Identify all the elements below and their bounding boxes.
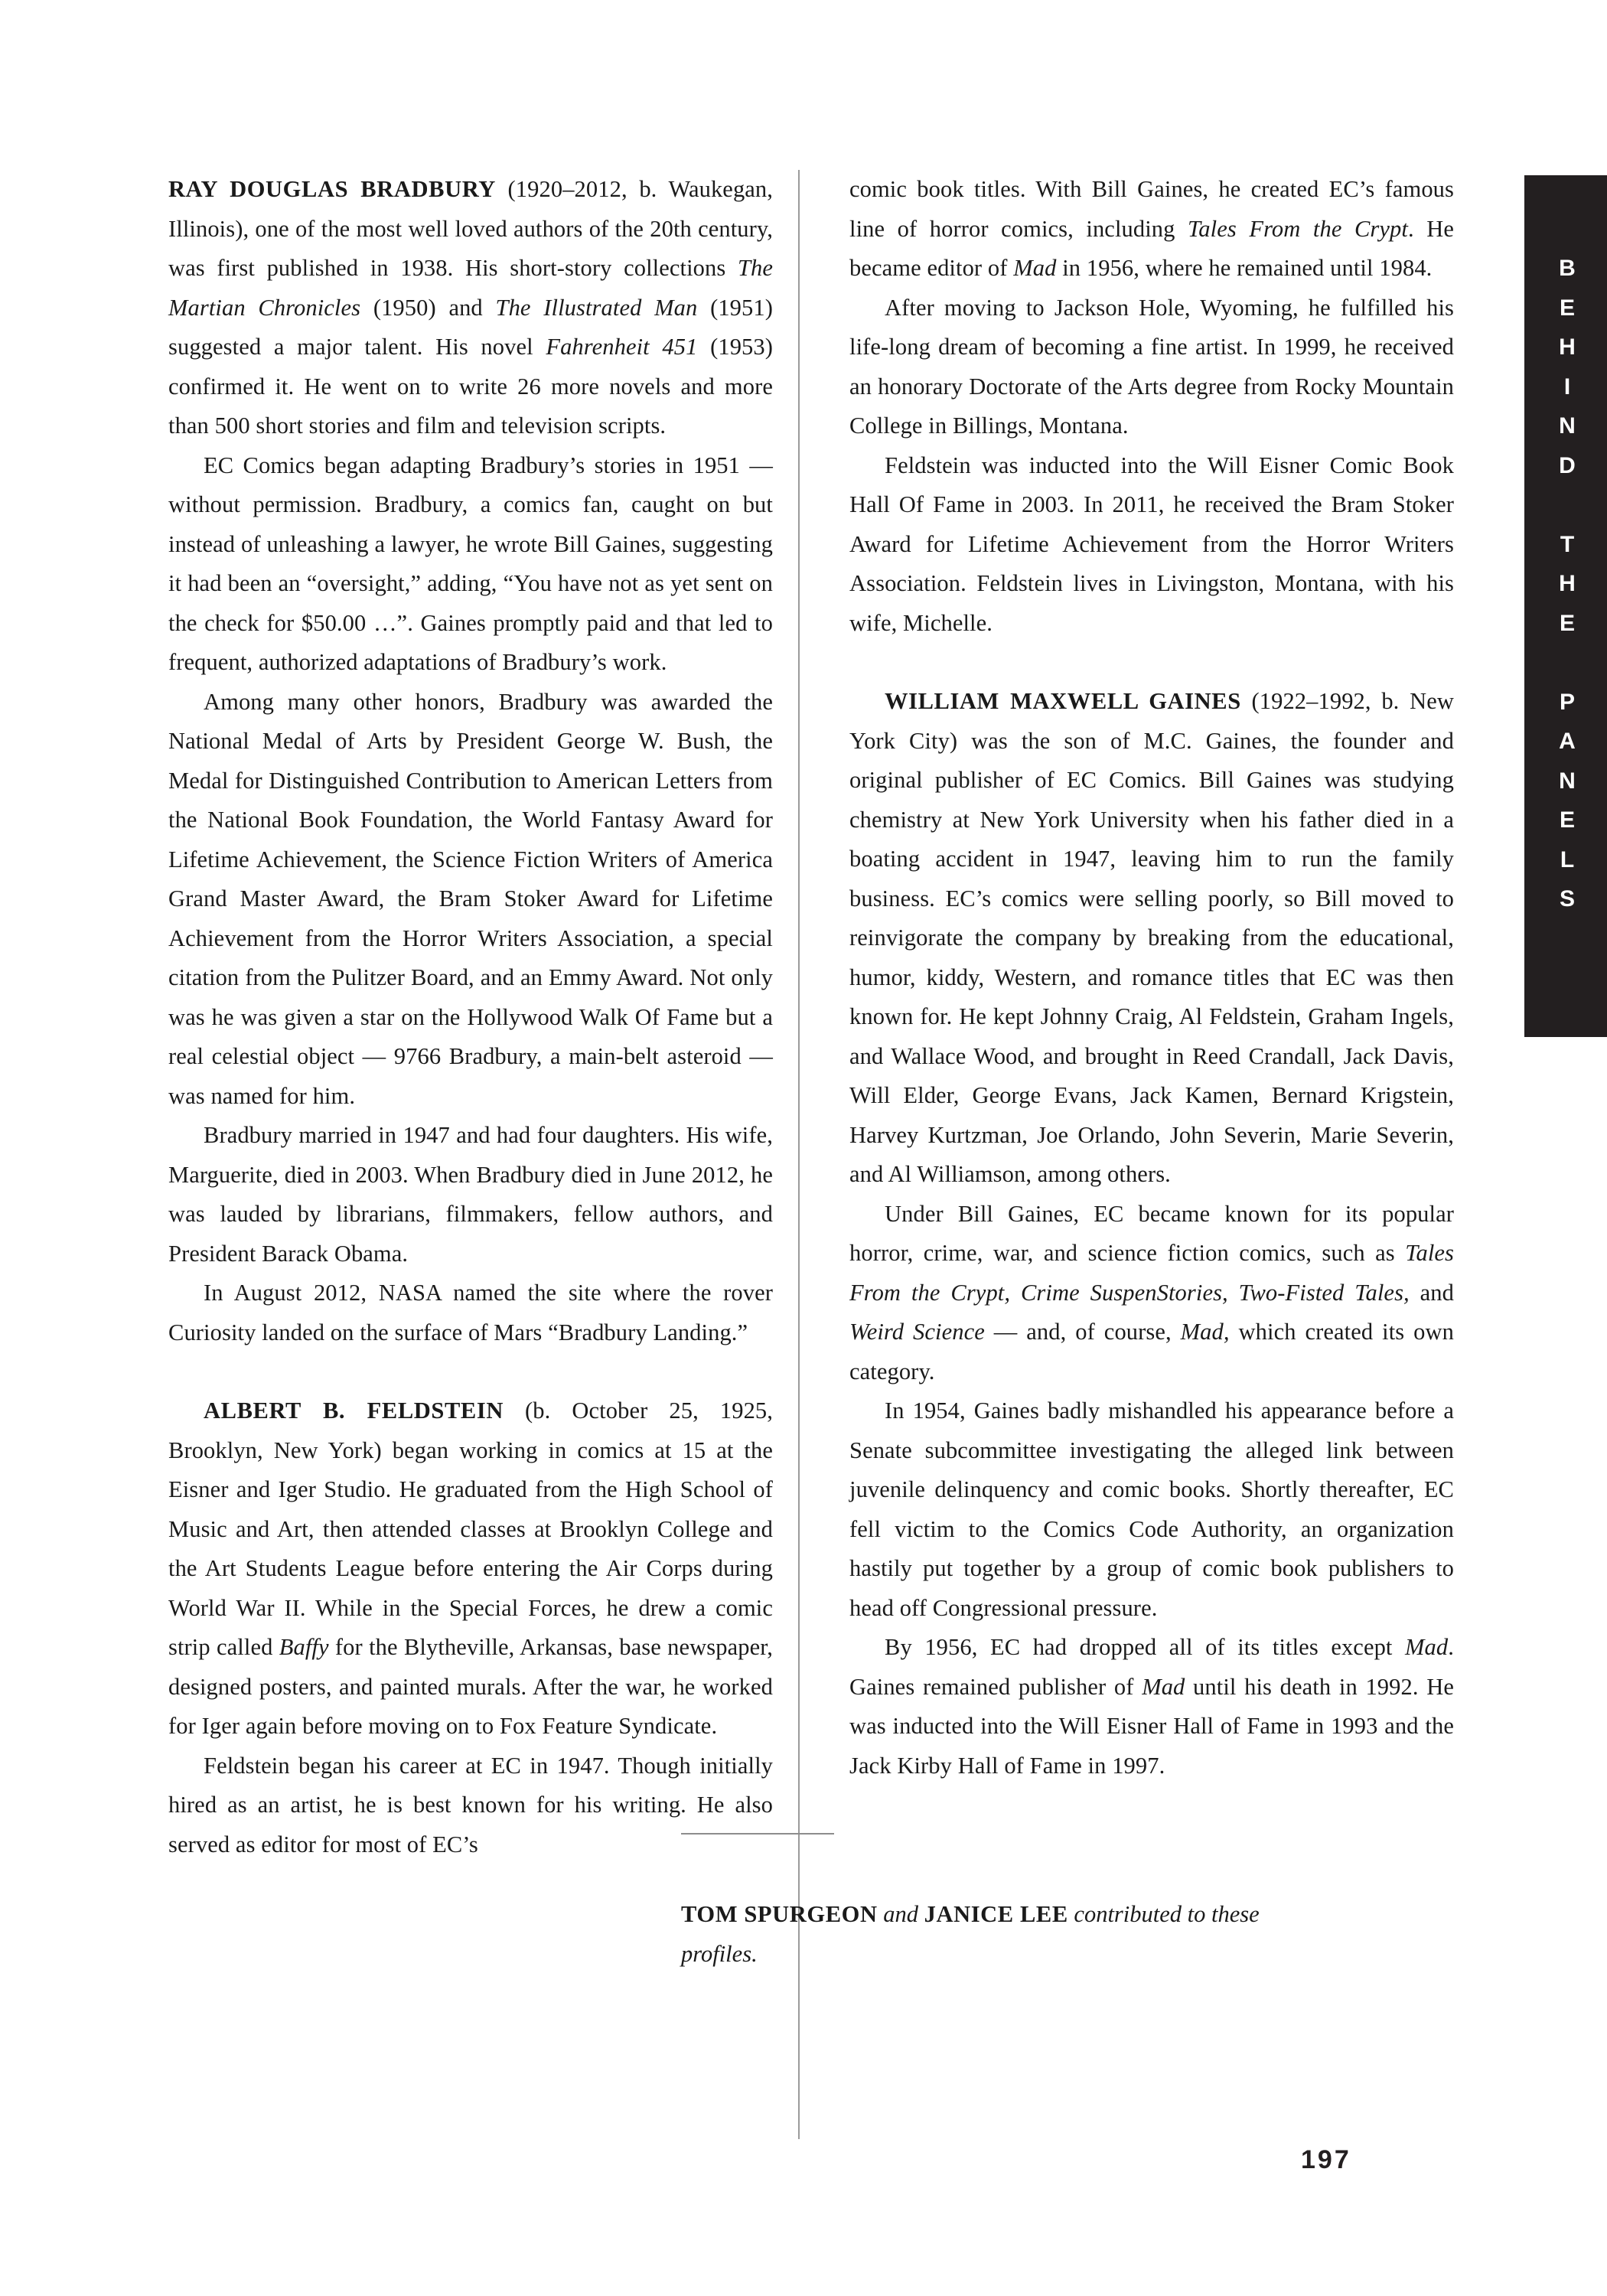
person-name: RAY DOUGLAS BRADBURY [168, 176, 496, 202]
text-run: Feldstein was inducted into the Will Eisner Comic Book Hall Of Fame in 2003. In 2011, he received the Bram Stoker Award for Lifetime Achievement from the Horror Writers Association. Feldstein lives in Livingston, Montana, with his wife, Michelle. [849, 452, 1454, 636]
side-tab-letter: P [1559, 689, 1575, 715]
italic-title: Mad [1142, 1673, 1185, 1700]
side-tab-letter: S [1559, 886, 1575, 912]
person-name: ALBERT B. FELDSTEIN [204, 1397, 504, 1424]
text-run: until his death in 1992. He was inducted into the Will Eisner Hall of Fame in 1993 and the Jack Kirby Hall of Fame in 1997. [849, 1673, 1454, 1779]
text-run: — and, of course, [984, 1319, 1181, 1345]
side-tab-word-gap [1524, 643, 1607, 683]
text-run: . Gaines remained publisher of [849, 1634, 1454, 1700]
side-tab-letter: E [1559, 610, 1575, 636]
side-tab-letter: L [1560, 846, 1575, 872]
text-run: (1951) suggested a major talent. His novel [168, 294, 773, 360]
body-paragraph [849, 446, 1454, 644]
right-column [849, 170, 1454, 1786]
body-paragraph [168, 1274, 773, 1352]
body-paragraph [849, 1391, 1454, 1628]
page-number: 197 [1301, 2145, 1351, 2174]
text-run: In 1954, Gaines badly mishandled his appearance before a Senate subcommittee investigating the alleged link between juvenile delinquency and comic books. Shortly thereafter, EC fell victim to the Comics Code Authority, an organization hastily put together by a group of comic book publishers to head off Congressional pressure. [849, 1397, 1454, 1621]
italic-title: Tales From the Crypt [1188, 215, 1408, 242]
text-run: . He became editor of [849, 215, 1454, 281]
side-tab-letter: E [1559, 807, 1575, 833]
body-paragraph [849, 1628, 1454, 1786]
italic-title: and [877, 1901, 924, 1927]
profile-paragraph [168, 170, 773, 446]
person-name: JANICE LEE [924, 1901, 1068, 1927]
body-paragraph [849, 289, 1454, 446]
italic-title: Fahrenheit 451 [546, 334, 698, 360]
body-paragraph [168, 446, 773, 683]
side-tab-letter: I [1563, 373, 1571, 400]
text-run: (b. October 25, 1925, Brooklyn, New York) began working in comics at 15 at the Eisner and Iger Studio. He graduated from the High School of Music and Art, then attended classes at Brooklyn College and the Art Students League before entering the Air Corps during World War II. While in the Special Forces, he drew a comic strip called [168, 1397, 773, 1660]
italic-title: The Illustrated Man [495, 294, 698, 321]
side-tab-word-gap [1524, 485, 1607, 525]
text-run: (1922–1992, b. New York City) was the son of M.C. Gaines, the founder and original publisher of EC Comics. Bill Gaines was studying chemistry at New York University when his father died in a boating accident in 1947, leaving him to run the family business. EC’s comics were selling poorly, so Bill moved to reinvigorate the company by breaking from the educational, humor, kiddy, Western, and romance titles that EC was then known for. He kept Johnny Craig, Al Feldstein, Graham Ingels, and Wallace Wood, and brought in Reed Crandall, Jack Davis, Will Elder, George Evans, Jack Kamen, Bernard Krigstein, Harvey Kurtzman, Joe Orlando, John Severin, Marie Severin, and Al Williamson, among others. [849, 688, 1455, 1187]
italic-title: The Martian Chronicles [168, 255, 773, 321]
side-tab-letter: A [1559, 729, 1576, 754]
body-paragraph [168, 1116, 773, 1274]
italic-title: Baffy [279, 1634, 329, 1660]
text-run: in 1956, where he remained until 1984. [1056, 255, 1433, 281]
person-name: TOM SPURGEON [681, 1901, 878, 1927]
body-paragraph [849, 170, 1454, 289]
side-tab-letter: B [1559, 256, 1576, 281]
text-run: comic book titles. With Bill Gaines, he created EC’s famous line of horror comics, including [849, 176, 1454, 242]
side-tab-letter: H [1559, 571, 1576, 596]
text-run: (1920–2012, b. Waukegan, Illinois), one of the most well loved authors of the 20th century, was first published in 1938. His short-story collections [168, 176, 773, 281]
text-run: Among many other honors, Bradbury was awarded the National Medal of Arts by President George W. Bush, the Medal for Distinguished Contribution to American Letters from the National Book Foundation, the World Fantasy Award for Lifetime Achievement, the Science Fiction Writers of America Grand Master Award, the Bram Stoker Award for Lifetime Achievement from the Horror Writers Association, a special citation from the Pulitzer Board, and an Emmy Award. Not only was he was given a star on the Hollywood Walk Of Fame but a real celestial object — 9766 Bradbury, a main-belt asteroid — was named for him. [168, 688, 773, 1109]
section-side-tab [1524, 175, 1607, 1037]
side-tab-letter: D [1559, 452, 1576, 478]
side-tab-letter: N [1559, 768, 1576, 794]
italic-title: Tales From the Crypt, Crime SuspenStories, Two-Fisted Tales, [849, 1240, 1454, 1306]
left-column [168, 170, 773, 1864]
side-tab-letter: H [1559, 334, 1576, 360]
text-run: for the Blytheville, Arkansas, base newspaper, designed posters, and painted murals. After the war, he worked for Iger again before moving on to Fox Feature Syndicate. [168, 1634, 773, 1739]
italic-title: Mad [1013, 255, 1057, 281]
text-run: (1953) confirmed it. He went on to write 26 more novels and more than 500 short stories and film and television scripts. [168, 334, 773, 439]
italic-title: Mad [1405, 1634, 1449, 1660]
side-tab-letter: N [1559, 413, 1576, 439]
side-tab-letter: E [1559, 295, 1575, 321]
body-paragraph [168, 683, 773, 1117]
italic-title: Mad, [1180, 1319, 1230, 1345]
body-paragraph [168, 1746, 773, 1865]
text-run: Bradbury married in 1947 and had four daughters. His wife, Marguerite, died in 2003. When Bradbury died in June 2012, he was lauded by librarians, filmmakers, fellow authors, and President Barack Obama. [168, 1122, 773, 1267]
profile-paragraph [849, 682, 1454, 1195]
contributor-note-rule [681, 1833, 834, 1835]
text-run: Under Bill Gaines, EC became known for its popular horror, crime, war, and science fiction comics, such as [849, 1200, 1454, 1266]
italic-title: contributed to these profiles. [681, 1901, 1260, 1967]
side-tab-label [1524, 249, 1607, 919]
text-run: By 1956, EC had dropped all of its titles except [885, 1634, 1406, 1660]
text-run: Feldstein began his career at EC in 1947. Though initially hired as an artist, he is best known for his writing. He also served as editor for most of EC’s [168, 1752, 773, 1857]
text-run: After moving to Jackson Hole, Wyoming, he fulfilled his life-long dream of becoming a fine artist. In 1999, he received an honorary Doctorate of the Arts degree from Rocky Mountain College in Billings, Montana. [849, 294, 1454, 439]
two-column-text-block [168, 170, 1454, 2144]
side-tab-letter: T [1560, 531, 1575, 557]
italic-title: Weird Science [849, 1319, 985, 1345]
text-run: EC Comics began adapting Bradbury’s stories in 1951 — without permission. Bradbury, a comics fan, caught on but instead of unleashing a lawyer, he wrote Bill Gaines, suggesting it had been an “oversight,” adding, “You have not as yet sent on the check for $50.00 …”. Gaines promptly paid and that led to frequent, authorized adaptations of Bradbury’s work. [168, 452, 773, 675]
text-run: In August 2012, NASA named the site where the rover Curiosity landed on the surface of Mars “Bradbury Landing.” [168, 1280, 773, 1345]
person-name: WILLIAM MAXWELL GAINES [885, 688, 1241, 714]
body-paragraph [849, 1195, 1454, 1392]
text-run: and [1409, 1279, 1455, 1306]
text-run: (1950) and [360, 294, 496, 321]
contributor-note [681, 1895, 1286, 1974]
profile-paragraph [168, 1391, 773, 1746]
text-run: which created its own category. [849, 1319, 1454, 1384]
